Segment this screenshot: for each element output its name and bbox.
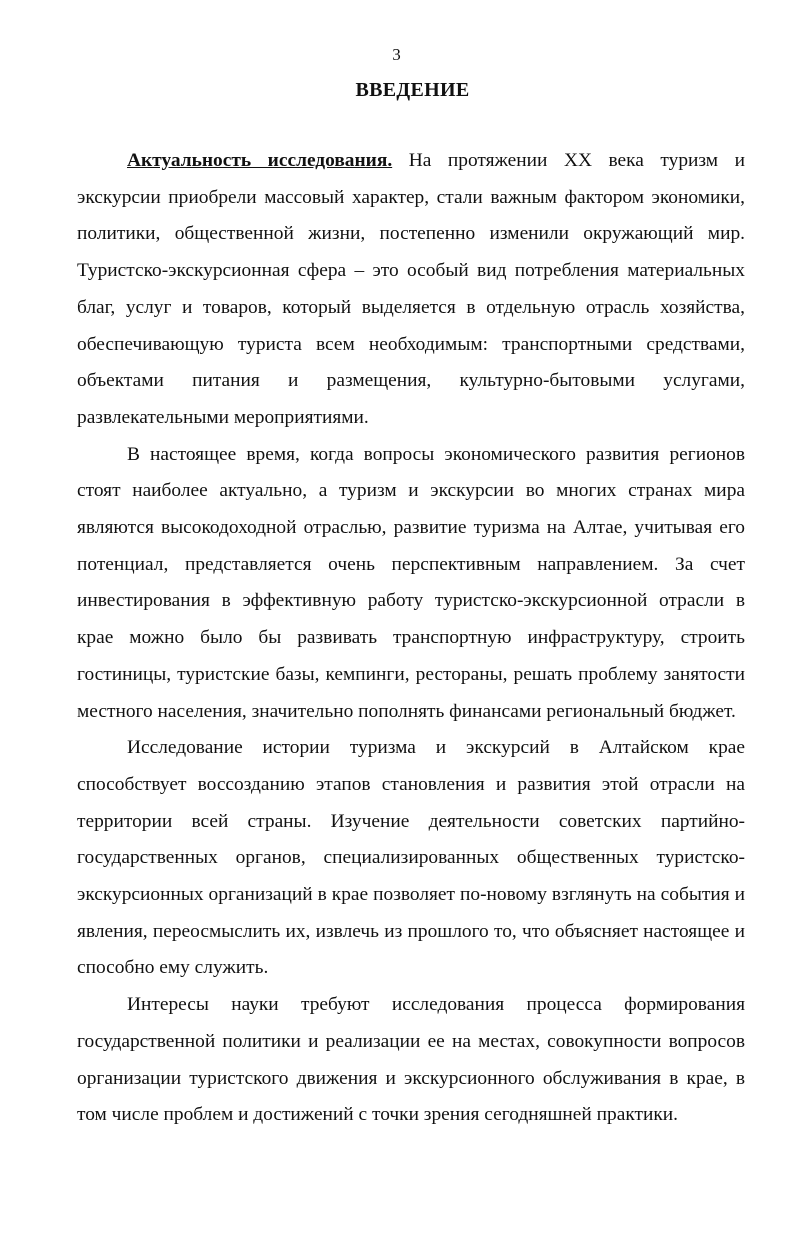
paragraph-relevance <box>77 143 745 437</box>
paragraph-current-time: В настоящее время, когда вопросы экономического развития регионов стоят наиболее актуально, а туризм и экскурсии во многих странах мира являются высокодоходной отраслью, развитие туризма на Алтае, учитывая его потенциал, представляется очень перспективным направлением. За счет инвестирования в эффективную работу туристско-экскурсионной отрасли в крае можно было бы развивать транспортную инфраструктуру, строить гостиницы, туристские базы, кемпинги, рестораны, решать проблему занятости местного населения, значительно пополнять финансами региональный бюджет. <box>77 443 745 722</box>
body-text <box>77 143 745 1134</box>
paragraph-research: Исследование истории туризма и экскурсий в Алтайском крае способствует воссозданию этапов становления и развития этой отрасли на территории всей страны. Изучение деятельности советских партийно-государственных органов, специализированных общественных туристско-экскурсионных организаций в крае позволяет по-новому взглянуть на события и явления, переосмыслить их, извлечь из прошлого то, что объясняет настоящее и способно ему служить. <box>77 737 745 979</box>
relevance-heading: Актуальность исследования. <box>127 150 393 171</box>
page-number: 3 <box>392 45 401 64</box>
section-title: ВВЕДЕНИЕ <box>355 79 470 101</box>
paragraph-science-interests: Интересы науки требуют исследования процесса формирования государственной политики и реализации ее на местах, совокупности вопросов организации туристского движения и экскурсионного обслуживания в крае, в том числе проблем и достижений с точки зрения сегодняшней практики. <box>77 994 745 1126</box>
paragraph-text: На протяжении XX века туризм и экскурсии приобрели массовый характер, стали важным фактором экономики, политики, общественной жизни, постепенно изменили окружающий мир. Туристско-экскурсионная сфера – это особый вид потребления материальных благ, услуг и товаров, который выделяется в отдельную отрасль хозяйства, обеспечивающую туриста всем необходимым: транспортными средствами, объектами питания и размещения, культурно-бытовыми услугами, развлекательными мероприятиями. <box>77 150 745 428</box>
